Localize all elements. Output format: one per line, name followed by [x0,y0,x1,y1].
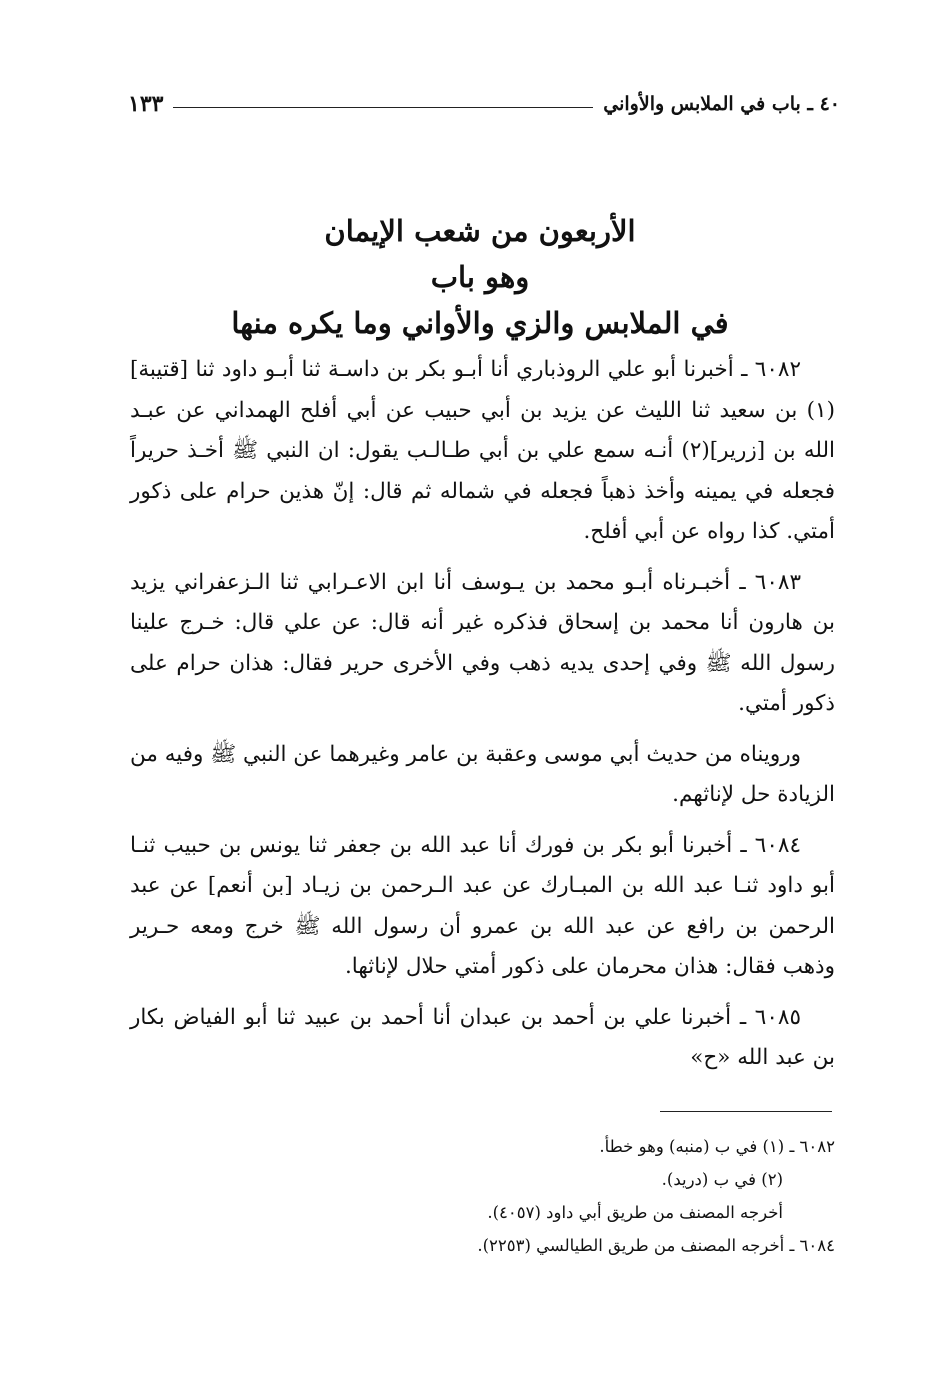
footnotes [300,1130,835,1262]
body-text [130,350,835,1089]
footnote-line: أخرجه المصنف من طريق أبي داود (٤٠٥٧). [487,1203,783,1222]
paragraph-6083: ٦٠٨٣ ـ أخبـرناه أبـو محمد بن يـوسف أنا ابن الاعـرابي ثنا الـزعفراني يزيد بن هارون أنا محمد بن إسحاق فذكره غير أنه قال: عن علي قال: خـرج علينا رسول الله ﷺ وفي إحدى يديه ذهب وفي الأخرى حرير فقال: هذان حرام على ذكور أمتي. [130,569,835,716]
footnote-line: ٦٠٨٢ ـ (١) في ب (منبه) وهو خطأ. [599,1137,835,1156]
paragraph-6082: ٦٠٨٢ ـ أخبرنا أبو علي الروذباري أنا أبـو بكر بن داسـة ثنا أبـو داود ثنا [قتيبة](١) بن سعيد ثنا الليث عن يزيد بن أبي حبيب عن أبي أفلح الهمداني عن عبـد الله بن [زرير](٢) أنـه سمع علي بن أبي طـالـب يقول: ان النبي ﷺ أخـذ حريراً فجعله في يمينه وأخذ ذهباً فجعله في شماله ثم قال: إنّ هذين حرام على ذكور أمتي. كذا رواه عن أبي أفلح. [130,357,835,544]
running-header [128,86,840,122]
header-rule [173,107,593,108]
footnote-line: ٦٠٨٤ ـ أخرجه المصنف من طريق الطيالسي (٢٢٥٣). [477,1236,835,1255]
footnote-divider [660,1111,832,1112]
chapter-title [130,208,830,346]
page-number: ١٣٣ [128,91,164,117]
chapter-title-line-2: وهو باب [430,260,530,294]
paragraph-narration-note: ورويناه من حديث أبي موسى وعقبة بن عامر وغيرهما عن النبي ﷺ وفيه من الزيادة حل لإناثهم. [130,741,835,807]
chapter-title-line-1: الأربعون من شعب الإيمان [324,214,636,248]
paragraph-6085: ٦٠٨٥ ـ أخبرنا علي بن أحمد بن عبدان أنا أحمد بن عبيد ثنا أبو الفياض بكار بن عبد الله «ح» [130,1004,835,1070]
chapter-title-line-3: في الملابس والزي والأواني وما يكره منها [231,306,729,340]
paragraph-6084: ٦٠٨٤ ـ أخبرنا أبو بكر بن فورك أنا عبد الله بن جعفر ثنا يونس بن حبيب ثنـا أبو داود ثنـا عبد الله بن المبـارك عن عبد الـرحمن بن زيـاد [بن أنعم] عن عبد الرحمن بن رافع عن عبد الله بن عمرو أن رسول الله ﷺ خرج ومعه حـرير وذهب فقال: هذان محرمان على ذكور أمتي حلال لإناثها. [130,832,835,979]
running-title: ٤٠ ـ باب في الملابس والأواني [603,93,840,115]
footnote-line: (٢) في ب (دريد). [661,1170,783,1189]
